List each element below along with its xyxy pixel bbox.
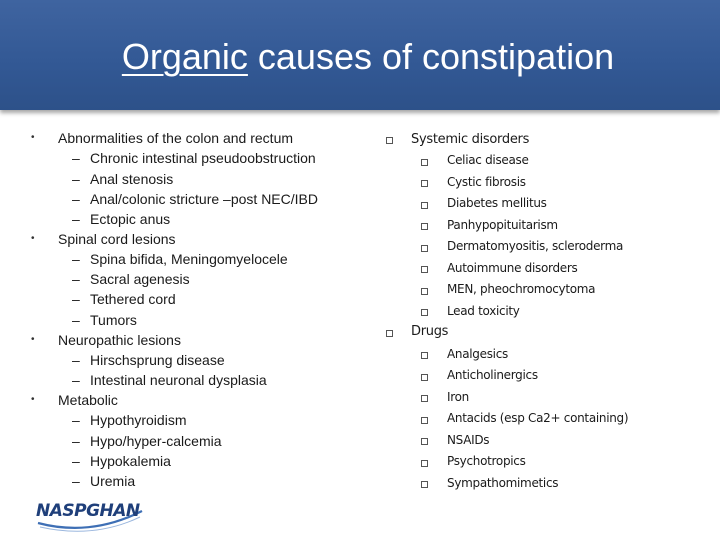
list-item: Lead toxicity: [447, 304, 520, 318]
naspghan-logo: [36, 497, 146, 537]
checkbox-square-icon: [421, 309, 428, 316]
checkbox-square-icon: [421, 352, 428, 359]
dash-icon: –: [72, 251, 80, 267]
dash-icon: –: [72, 433, 80, 449]
dash-icon: –: [72, 312, 80, 328]
checkbox-square-icon: [421, 438, 428, 445]
list-item: – Anal stenosis: [72, 171, 174, 187]
title-rest: causes of constipation: [247, 36, 615, 77]
list-item: – Hypothyroidism: [72, 412, 187, 428]
dash-icon: –: [72, 291, 80, 307]
list-item: Anticholinergics: [447, 368, 538, 382]
dash-icon: –: [72, 171, 80, 187]
list-item: Autoimmune disorders: [447, 261, 578, 275]
dash-icon: –: [72, 372, 80, 388]
checkbox-square-icon: [386, 330, 393, 337]
list-item: Sympathomimetics: [447, 476, 559, 490]
list-item: Diabetes mellitus: [447, 196, 547, 210]
list-item: Dermatomyositis, scleroderma: [447, 239, 624, 253]
list-item: MEN, pheochromocytoma: [447, 282, 596, 296]
bullet-icon: •: [31, 394, 35, 405]
checkbox-square-icon: [421, 266, 428, 273]
list-item: Psychotropics: [447, 454, 526, 468]
list-item: – Spina bifida, Meningomyelocele: [72, 251, 288, 267]
dash-icon: –: [72, 211, 80, 227]
list-item: NSAIDs: [447, 433, 490, 447]
group-label: Spinal cord lesions: [58, 231, 176, 247]
checkbox-square-icon: [421, 245, 428, 252]
list-item: – Hypokalemia: [72, 453, 171, 469]
list-item: – Tethered cord: [72, 291, 176, 307]
list-item: Cystic fibrosis: [447, 175, 526, 189]
dash-icon: –: [72, 191, 80, 207]
checkbox-square-icon: [421, 159, 428, 166]
dash-icon: –: [72, 271, 80, 287]
checkbox-square-icon: [421, 460, 428, 467]
list-item: – Hypo/hyper-calcemia: [72, 433, 222, 449]
list-item: – Ectopic anus: [72, 211, 171, 227]
dash-icon: –: [72, 150, 80, 166]
dash-icon: –: [72, 352, 80, 368]
group-label: Metabolic: [58, 392, 118, 408]
checkbox-square-icon: [386, 137, 393, 144]
list-item: Panhypopituitarism: [447, 218, 558, 232]
checkbox-square-icon: [421, 481, 428, 488]
checkbox-square-icon: [421, 223, 428, 230]
list-item: – Sacral agenesis: [72, 271, 190, 287]
checkbox-square-icon: [421, 288, 428, 295]
bullet-icon: •: [31, 132, 35, 143]
list-item: – Tumors: [72, 312, 137, 328]
list-item: – Uremia: [72, 473, 136, 489]
list-item: Celiac disease: [447, 153, 529, 167]
checkbox-square-icon: [421, 395, 428, 402]
list-item: Analgesics: [447, 347, 508, 361]
list-item: – Chronic intestinal pseudoobstruction: [72, 150, 316, 166]
list-item: – Hirschsprung disease: [72, 352, 225, 368]
checkbox-square-icon: [421, 202, 428, 209]
group-label: Neuropathic lesions: [58, 332, 181, 348]
group-label: Abnormalities of the colon and rectum: [58, 130, 294, 146]
bullet-icon: •: [31, 334, 35, 345]
bullet-icon: •: [31, 233, 35, 244]
dash-icon: –: [72, 473, 80, 489]
checkbox-square-icon: [421, 180, 428, 187]
title-underlined-word: Organic: [121, 36, 248, 77]
group-label: Drugs: [411, 324, 449, 339]
dash-icon: –: [72, 412, 80, 428]
list-item: Antacids (esp Ca2+ containing): [447, 411, 629, 425]
checkbox-square-icon: [421, 417, 428, 424]
dash-icon: –: [72, 453, 80, 469]
list-item: – Anal/colonic stricture –post NEC/IBD: [72, 191, 318, 207]
list-item: Iron: [447, 390, 469, 404]
checkbox-square-icon: [421, 374, 428, 381]
group-label: Systemic disorders: [411, 132, 530, 147]
list-item: – Intestinal neuronal dysplasia: [72, 372, 267, 388]
logo-text: NASPGHAN: [36, 501, 140, 521]
slide-title: [0, 36, 720, 78]
